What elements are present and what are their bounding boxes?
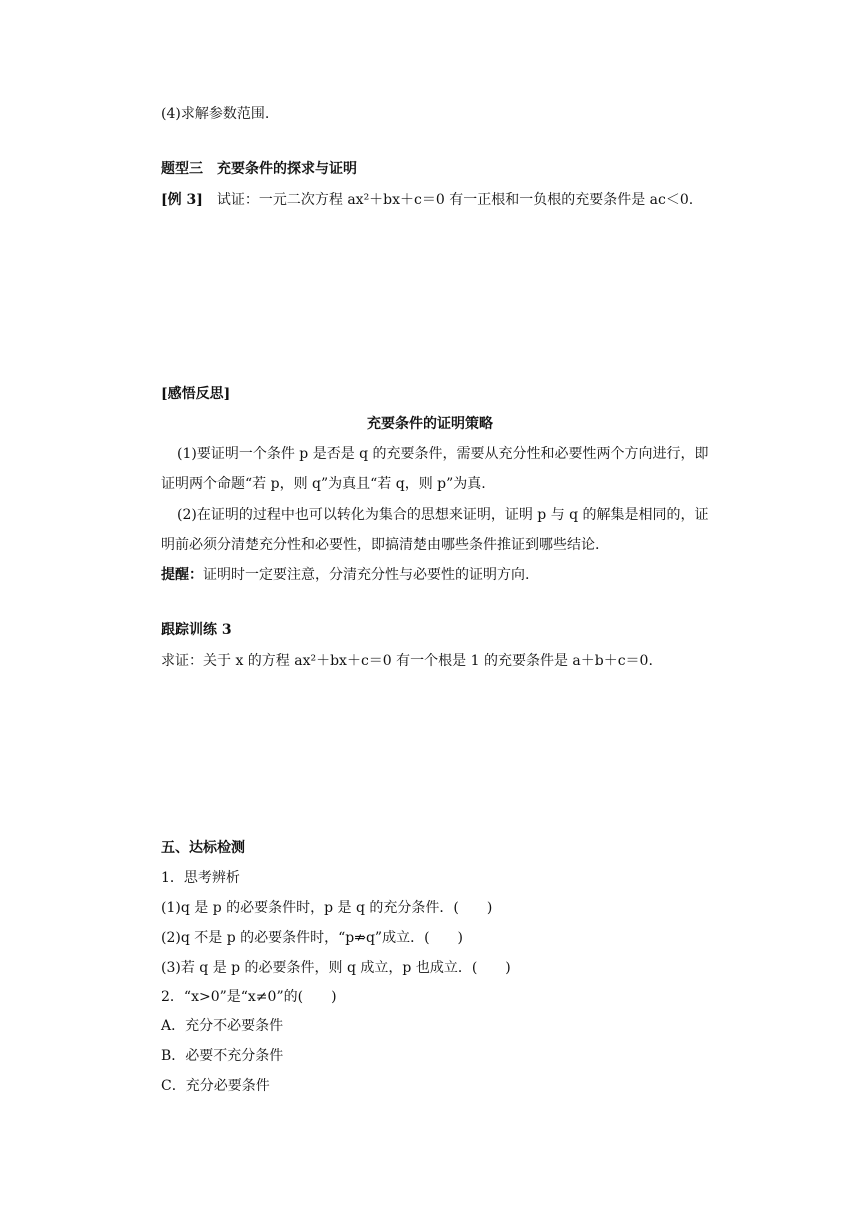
reflection-p1-line1: (1)要证明一个条件 p 是否是 q 的充要条件，需要从充分性和必要性两个方向进行，即 [177, 446, 709, 462]
reflection-p2-line1: (2)在证明的过程中也可以转化为集合的思想来证明，证明 p 与 q 的解集是相同的，证 [177, 507, 709, 523]
reflection-p1-line2: 证明两个命题“若 p，则 q”为真且“若 q，则 p”为真. [161, 476, 486, 492]
section-heading: 题型三 充要条件的探求与证明 [161, 161, 357, 177]
question-1-3: (3)若 q 是 p 的必要条件，则 q 成立，p 也成立．( ) [161, 960, 511, 976]
question-1: 1．思考辨析 [161, 870, 240, 886]
training-heading: 跟踪训练 3 [161, 622, 232, 638]
item-4-text: (4)求解参数范围. [161, 106, 270, 122]
example-3 [161, 190, 693, 210]
training-text: 求证：关于 x 的方程 ax²＋bx＋c＝0 有一个根是 1 的充要条件是 a＋b＋c＝0. [161, 653, 653, 669]
reflection-tag: [感悟反思] [161, 386, 231, 402]
tip-label: 提醒： [161, 567, 203, 583]
example-text: 试证：一元二次方程 ax²＋bx＋c＝0 有一正根和一负根的充要条件是 ac＜0. [202, 192, 694, 208]
question-2: 2．“x>0”是“x≠0”的( ) [161, 989, 337, 1005]
reflection-p2-line2: 明前必须分清楚充分性和必要性，即搞清楚由哪些条件推证到哪些结论. [161, 537, 600, 553]
option-c: C．充分必要条件 [161, 1078, 270, 1094]
question-1-2: (2)q 不是 p 的必要条件时，“p⇏q”成立．( ) [161, 930, 463, 946]
tip-text: 证明时一定要注意，分清充分性与必要性的证明方向. [203, 567, 530, 583]
question-1-1: (1)q 是 p 的必要条件时，p 是 q 的充分条件．( ) [161, 900, 493, 916]
option-a: A．充分不必要条件 [161, 1018, 284, 1034]
option-b: B．必要不充分条件 [161, 1048, 284, 1064]
reflection-tip [161, 565, 529, 585]
example-tag: [例 3] [161, 192, 203, 208]
reflection-title: 充要条件的证明策略 [367, 416, 493, 432]
check-heading: 五、达标检测 [161, 840, 245, 856]
